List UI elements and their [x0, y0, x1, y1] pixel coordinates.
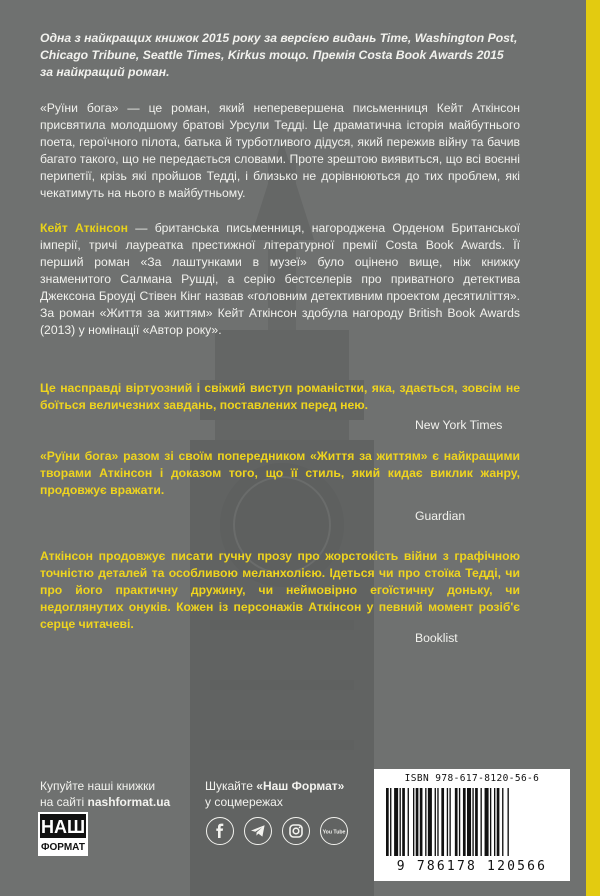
barcode-bars: [384, 788, 560, 858]
isbn-barcode: [374, 769, 570, 881]
youtube-icon[interactable]: [320, 817, 348, 845]
awards-intro: Одна з найкращих книжок 2015 року за версією видань Time, Washington Post, Chicago Tribune, Seattle Times, Kirkus тощо. Премія Costa Book Awards 2015 за найкращий роман.: [40, 31, 518, 79]
buy-line-1: Купуйте наші книжки: [40, 779, 156, 793]
review-source-1: New York Times: [415, 418, 503, 432]
social-line-2: у соцмережах: [205, 795, 283, 809]
review-source-3: Booklist: [415, 631, 458, 645]
social-info: [205, 778, 344, 810]
barcode-number: 9 786178 120566: [396, 859, 548, 874]
youtube-icon-label: You Tube: [322, 829, 346, 836]
spine-color-strip: [586, 0, 600, 896]
shop-url[interactable]: nashformat.ua: [87, 795, 171, 809]
isbn-label: ISBN 978-617-8120-56-6: [404, 773, 540, 784]
buy-line-2: [40, 794, 170, 810]
social-brand: «Наш Формат»: [256, 779, 345, 793]
facebook-icon[interactable]: [206, 817, 234, 845]
social-line-1: [205, 778, 344, 794]
review-quote-1: Це насправді віртуозний і свіжий виступ романістки, яка, здається, зовсім не боїться величезних завдань, поставлених перед нею.: [40, 381, 520, 412]
logo-bottom-text: ФОРМАТ: [40, 842, 86, 853]
review-source-2: Guardian: [415, 509, 466, 523]
publisher-logo: [38, 812, 88, 856]
author-bio: [40, 220, 520, 339]
book-synopsis: «Руїни бога» — це роман, який неперевершена письменниця Кейт Аткінсон присвятила молодшому братові Урсули Тедді. Це драматична історія майбутнього поета, героїчного пілота, батька й турботливого дідуся, який пережив війну та бачив багато такого, що не передається словами. Проте зрештою виявиться, що всі воєнні перипетії, крізь які пройшов Тедді, і близько не дорівнюються до тих проблем, які чекатимуть на нього в майбутньому.: [40, 101, 520, 200]
publisher-logo-mark: [38, 812, 88, 856]
review-quote-3: Аткінсон продовжує писати гучну прозу про жорстокість війни з графічною точністю деталей та особливою меланхолією. Ідеться чи про стоїка Тедді, чи про його практичну дружину, чи неймовірно егоїстичну доньку, чи недоглянутих онуків. Кожен із персонажів Аткінсон у певний момент розіб'є серце читачеві.: [40, 549, 520, 631]
author-bio-text: — британська письменниця, нагороджена Орденом Британської імперії, тричі лауреатка престижної літературної премії Costa Book Awards. Її перший роман «За лаштунками в музеї» було оцінено вище, ніж книжку знаменитого Салмана Рушді, а серію бестселерів про приватного детектива Джексона Броуді Стівен Кінг назвав «головним детективним проектом десятиліття». За роман «Життя за життям» Кейт Аткінсон здобула нагороду British Book Awards (2013) у номінації «Автор року».: [40, 221, 520, 337]
author-name: Кейт Аткінсон: [40, 221, 128, 235]
social-prefix: Шукайте: [205, 779, 257, 793]
review-quote-2: «Руїни бога» разом зі своїм попередником «Життя за життям» є найкращими творами Аткінсон і доказом того, що її стиль, який кидає виклик жанру, продовжує вражати.: [40, 449, 520, 497]
buy-line-2-prefix: на сайті: [40, 795, 88, 809]
instagram-icon[interactable]: [282, 817, 310, 845]
telegram-icon[interactable]: [244, 817, 272, 845]
logo-top-text: НАШ: [40, 817, 86, 837]
buy-info: [40, 778, 170, 810]
